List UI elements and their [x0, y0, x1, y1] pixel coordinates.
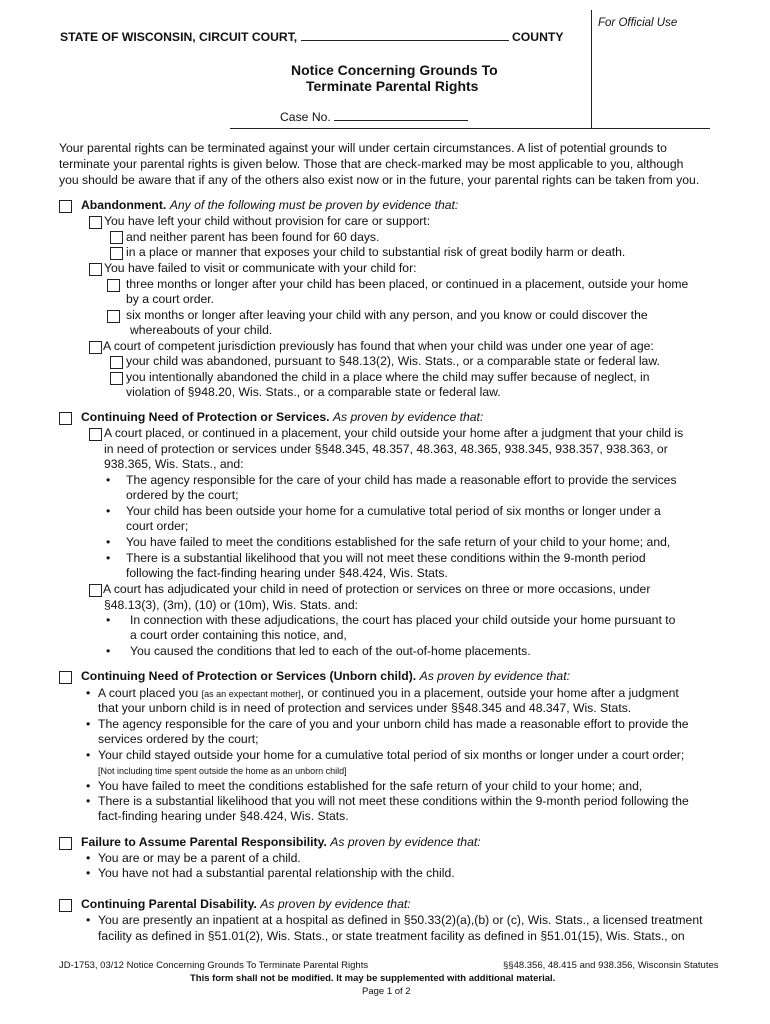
cnps-a-checkbox[interactable] — [89, 428, 102, 441]
abandonment-a2-checkbox[interactable] — [110, 247, 123, 260]
abandonment-b-checkbox[interactable] — [89, 263, 102, 276]
abandonment-b1-line2: by a court order. — [126, 292, 215, 306]
cnps-b-checkbox[interactable] — [89, 584, 102, 597]
abandonment-lead: Any of the following must be proven by evidence that: — [169, 198, 459, 212]
failure-lead: As proven by evidence that: — [330, 835, 481, 849]
intro-line-2: terminate your parental rights is given below. Those that are check-marked may be most applicable to you, although — [59, 157, 684, 171]
unborn-u5-line1: There is a substantial likelihood that you will not meet these conditions within the 9-month period following the — [98, 794, 689, 808]
abandonment-b2-line2: whereabouts of your child. — [130, 323, 273, 337]
bullet: • — [106, 504, 111, 518]
footer-form-id: JD-1753, 03/12 Notice Concerning Grounds To Terminate Parental Rights — [59, 960, 369, 971]
unborn-u4: You have failed to meet the conditions established for the safe return of your child to your home; and, — [98, 779, 643, 793]
abandonment-a2: in a place or manner that exposes your child to substantial risk of great bodily harm or death. — [126, 245, 626, 259]
footer-page-number: Page 1 of 2 — [362, 986, 411, 997]
bullet: • — [86, 748, 91, 762]
disability-title: Continuing Parental Disability. — [81, 897, 257, 911]
bullet: • — [86, 794, 91, 808]
abandonment-a1: and neither parent has been found for 60 days. — [126, 230, 380, 244]
disability-checkbox[interactable] — [59, 899, 72, 912]
abandonment-b: You have failed to visit or communicate with your child for: — [104, 261, 417, 275]
failure-f1: You are or may be a parent of a child. — [98, 851, 301, 865]
bullet: • — [86, 717, 91, 731]
unborn-heading — [81, 669, 570, 685]
official-use-divider — [591, 10, 592, 128]
header-rule — [230, 128, 710, 129]
unborn-u5-line2: fact-finding hearing under §48.424, Wis. Stats. — [98, 809, 349, 823]
unborn-u2-line2: services ordered by the court; — [98, 732, 259, 746]
cnps-lead: As proven by evidence that: — [332, 410, 484, 424]
court-header — [60, 30, 563, 46]
failure-title: Failure to Assume Parental Responsibility. — [81, 835, 327, 849]
footer-statutes: §§48.356, 48.415 and 938.356, Wisconsin Statutes — [503, 960, 719, 971]
abandonment-b1-line1: three months or longer after your child has been placed, or continued in a placement, outside your home — [126, 277, 689, 291]
abandonment-checkbox[interactable] — [59, 200, 72, 213]
unborn-u1-line2: that your unborn child is in need of protection and services under §§48.345 and 48.347, Wis. Stats. — [98, 701, 632, 715]
cnps-a2-line2: court order; — [126, 519, 189, 533]
cnps-a4-line1: There is a substantial likelihood that you will not meet these conditions within the 9-month period — [126, 551, 646, 565]
intro-line-1: Your parental rights can be terminated against your will under certain circumstances. A list of potential grounds to — [59, 141, 667, 155]
cnps-checkbox[interactable] — [59, 412, 72, 425]
cnps-a-line3: 938.365, Wis. Stats., and: — [104, 457, 244, 471]
cnps-a1-line1: The agency responsible for the care of your child has made a reasonable effort to provide the services — [126, 473, 677, 487]
case-number-field[interactable] — [334, 120, 468, 121]
disability-d1-line1: You are presently an inpatient at a hospital as defined in §50.33(2)(a),(b) or (c), Wis. Stats., a licensed treatment — [98, 913, 703, 927]
abandonment-title: Abandonment. — [81, 198, 167, 212]
bullet: • — [86, 779, 91, 793]
unborn-u1-part-b: , or continued you in a placement, outside your home after a judgment — [300, 686, 679, 700]
cnps-heading — [81, 410, 483, 426]
abandonment-c2-checkbox[interactable] — [110, 372, 123, 385]
bullet: • — [86, 866, 91, 880]
abandonment-a-checkbox[interactable] — [89, 216, 102, 229]
failure-checkbox[interactable] — [59, 837, 72, 850]
cnps-a1-line2: ordered by the court; — [126, 488, 239, 502]
cnps-a2-line1: Your child has been outside your home for a cumulative total period of six months or longer under a — [126, 504, 661, 518]
unborn-u1-part-a: A court placed you — [98, 686, 202, 700]
abandonment-c1: your child was abandoned, pursuant to §48.13(2), Wis. Stats., or a comparable state or federal law. — [126, 354, 660, 368]
abandonment-b1-checkbox[interactable] — [107, 279, 120, 292]
cnps-a-line2: in need of protection or services under §§48.345, 48.357, 48.363, 48.365, 938.345, 938.357, 938.363, or — [104, 442, 668, 456]
state-circuit-court: STATE OF WISCONSIN, CIRCUIT COURT, — [60, 30, 298, 44]
unborn-u3: Your child stayed outside your home for a cumulative total period of six months or longer under a court order; — [98, 748, 685, 762]
county-label: COUNTY — [511, 30, 564, 44]
bullet: • — [106, 644, 111, 658]
abandonment-c2-line2: violation of §948.20, Wis. Stats., or a comparable state or federal law. — [126, 385, 501, 399]
abandonment-heading — [81, 198, 458, 214]
cnps-a3: You have failed to meet the conditions established for the safe return of your child to your home; and, — [126, 535, 671, 549]
bullet: • — [106, 613, 111, 627]
bullet: • — [86, 686, 91, 700]
unborn-lead: As proven by evidence that: — [419, 669, 570, 683]
abandonment-c: A court of competent jurisdiction previously has found that when your child was under one year of age: — [103, 339, 654, 353]
cnps-title: Continuing Need of Protection or Services. — [81, 410, 330, 424]
bullet: • — [86, 913, 91, 927]
unborn-u1-note: [as an expectant mother] — [201, 689, 301, 699]
cnps-a4-line2: following the fact-finding hearing under §48.424, Wis. Stats. — [126, 566, 448, 580]
bullet: • — [86, 851, 91, 865]
form-title-line2: Terminate Parental Rights — [306, 78, 479, 94]
abandonment-b2-checkbox[interactable] — [107, 310, 120, 323]
case-number-row — [280, 110, 468, 126]
abandonment-b2-line1: six months or longer after leaving your child with any person, and you know or could discover the — [126, 308, 648, 322]
footer-notice: This form shall not be modified. It may be supplemented with additional material. — [190, 973, 556, 984]
cnps-b2: You caused the conditions that led to each of the out-of-home placements. — [130, 644, 531, 658]
bullet: • — [106, 473, 111, 487]
abandonment-c1-checkbox[interactable] — [110, 356, 123, 369]
failure-heading — [81, 835, 481, 851]
unborn-title: Continuing Need of Protection or Services (Unborn child). — [81, 669, 417, 683]
abandonment-c2-line1: you intentionally abandoned the child in a place where the child may suffer because of neglect, in — [126, 370, 650, 384]
bullet: • — [106, 535, 111, 549]
abandonment-c-checkbox[interactable] — [89, 341, 102, 354]
bullet: • — [106, 551, 111, 565]
cnps-a-line1: A court placed, or continued in a placement, your child outside your home after a judgment that your child is — [104, 426, 684, 440]
intro-line-3: you should be aware that if any of the others also exist now or in the future, your parental rights can be taken from you. — [59, 173, 700, 187]
disability-d1-line2: facility as defined in §51.01(2), Wis. Stats., or state treatment facility as defined in §51.01(15), Wis. Stats., on — [98, 929, 685, 943]
cnps-b1-line2: a court order containing this notice, and, — [130, 628, 347, 642]
cnps-b-line1: A court has adjudicated your child in need of protection or services on three or more occasions, under — [103, 582, 651, 596]
abandonment-a1-checkbox[interactable] — [110, 231, 123, 244]
cnps-b1-line1: In connection with these adjudications, the court has placed your child outside your home pursuant to — [130, 613, 676, 627]
form-title-line1: Notice Concerning Grounds To — [291, 62, 498, 78]
disability-lead: As proven by evidence that: — [260, 897, 411, 911]
county-name-field[interactable] — [301, 40, 509, 41]
official-use-label: For Official Use — [598, 17, 678, 29]
disability-heading — [81, 897, 411, 913]
cnps-b-line2: §48.13(3), (3m), (10) or (10m), Wis. Stats. and: — [104, 598, 358, 612]
unborn-checkbox[interactable] — [59, 671, 72, 684]
abandonment-a: You have left your child without provision for care or support: — [104, 214, 431, 228]
case-no-label: Case No. — [280, 110, 331, 124]
failure-f2: You have not had a substantial parental relationship with the child. — [98, 866, 455, 880]
unborn-u2-line1: The agency responsible for the care of you and your unborn child has made a reasonable effort to provide the — [98, 717, 689, 731]
unborn-u3-note: [Not including time spent outside the home as an unborn child] — [98, 766, 347, 776]
